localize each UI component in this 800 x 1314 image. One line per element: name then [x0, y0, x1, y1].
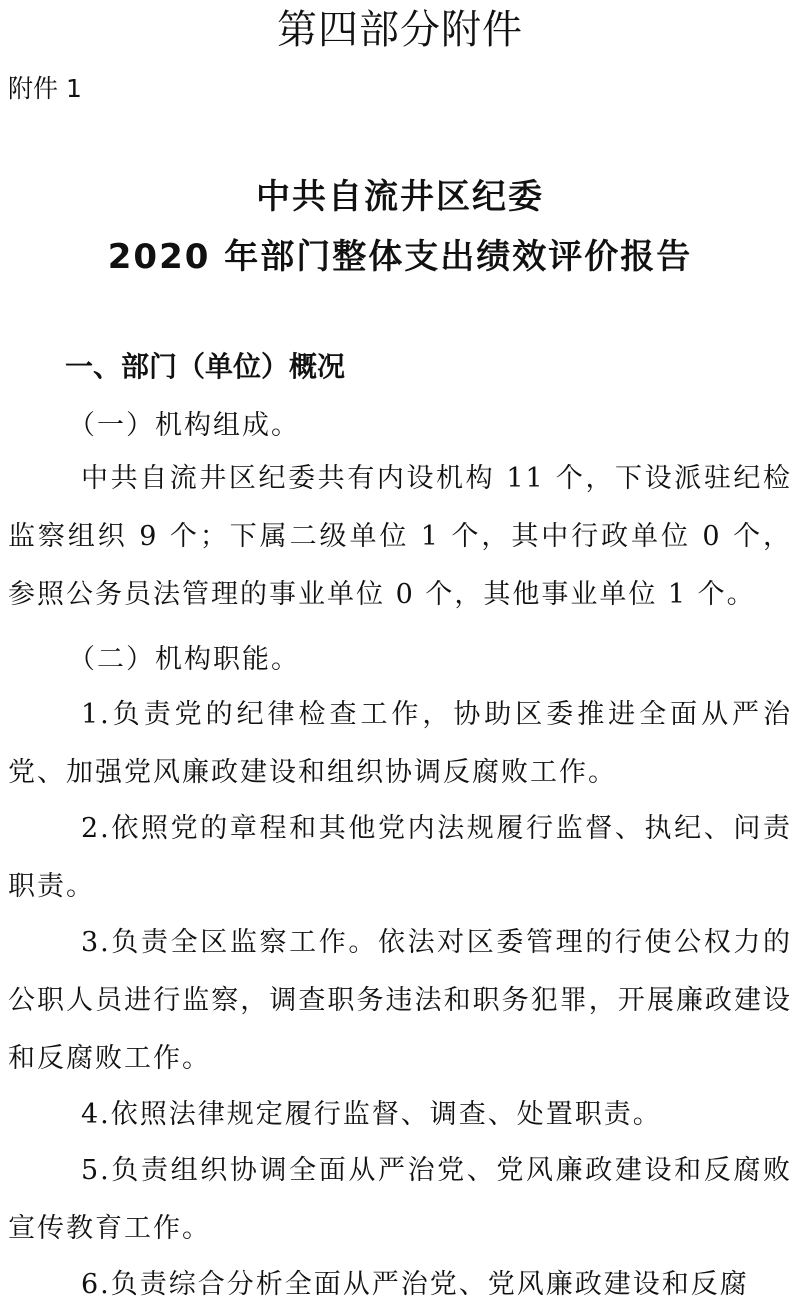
report-title-line2: 2020 年部门整体支出绩效评价报告	[107, 237, 693, 277]
sub-heading-organization: （一）机构组成。	[68, 410, 300, 441]
duty-item-2: 2.依照党的章程和其他党内法规履行监督、执纪、问责职责。	[8, 813, 792, 902]
paragraph-organization: 中共自流井区纪委共有内设机构 11 个，下设派驻纪检监察组织 9 个；下属二级单位 1 个，其中行政单位 0 个，参照公务员法管理的事业单位 0 个，其他事业单位 1 个。	[8, 463, 792, 610]
sub-heading-functions: （二）机构职能。	[68, 644, 300, 675]
attachment-label: 附件 1	[8, 74, 82, 103]
duty-item-3: 3.负责全区监察工作。依法对区委管理的行使公权力的公职人员进行监察，调查职务违法和职务犯罪，开展廉政建设和反腐败工作。	[8, 927, 792, 1074]
report-title-line1: 中共自流井区纪委	[256, 177, 544, 217]
part-title: 第四部分附件	[277, 7, 523, 53]
section-heading-overview: 一、部门（单位）概况	[65, 350, 346, 383]
duty-item-5: 5.负责组织协调全面从严治党、党风廉政建设和反腐败宣传教育工作。	[8, 1155, 792, 1244]
duty-item-4: 4.依照法律规定履行监督、调查、处置职责。	[81, 1099, 662, 1130]
duty-item-1: 1.负责党的纪律检查工作，协助区委推进全面从严治党、加强党风廉政建设和组织协调反腐败工作。	[8, 699, 792, 788]
duty-item-6: 6.负责综合分析全面从严治党、党风廉政建设和反腐	[81, 1269, 749, 1300]
